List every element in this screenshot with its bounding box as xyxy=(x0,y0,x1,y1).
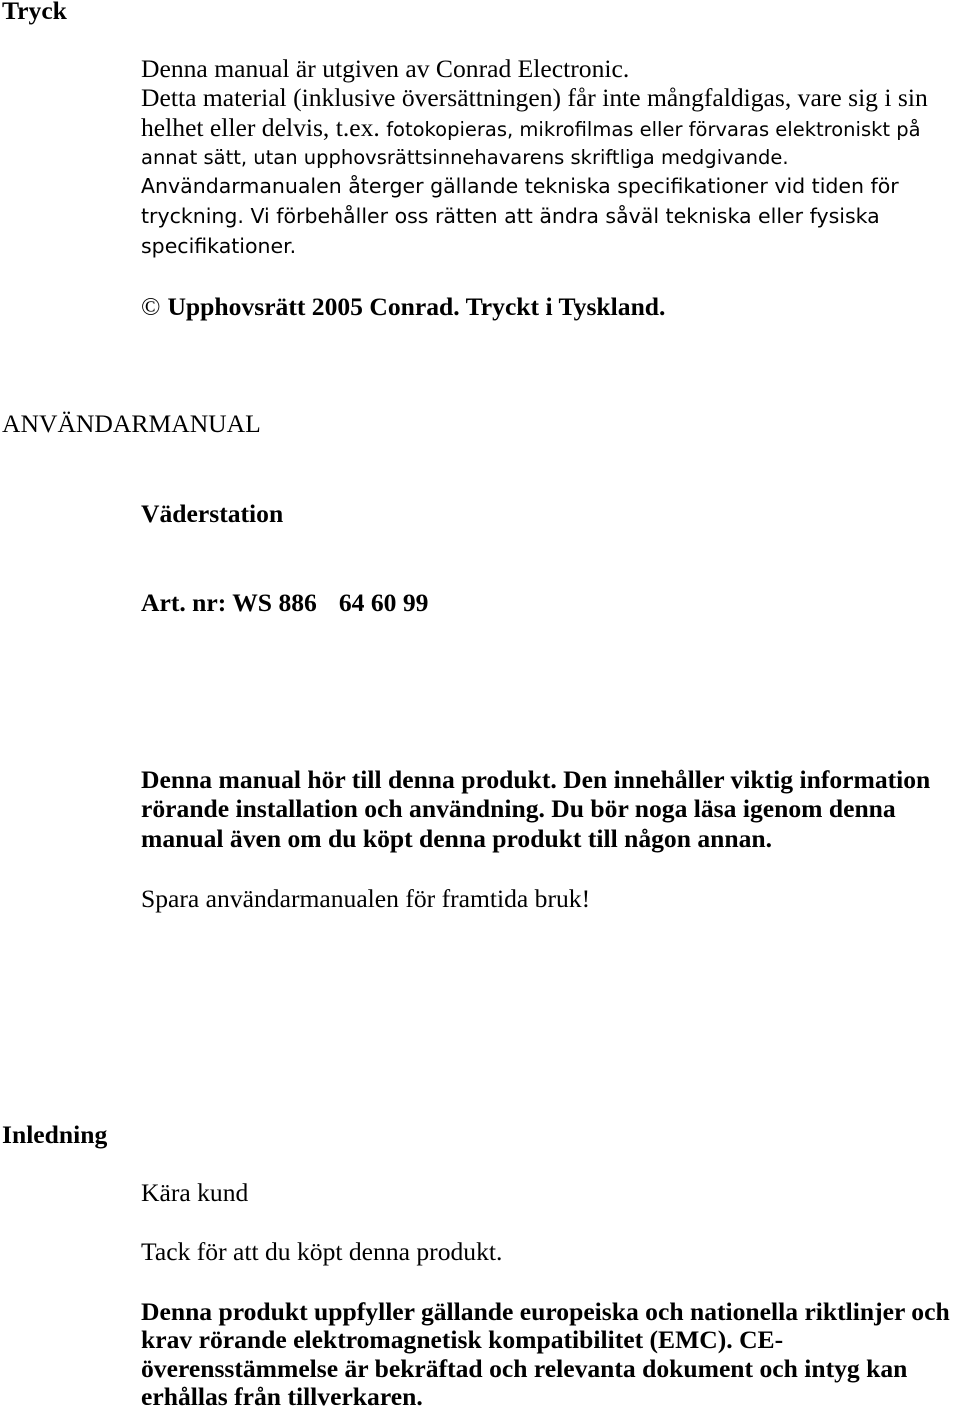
copyright-notice xyxy=(141,292,665,322)
copyright-text: Upphovsrätt 2005 Conrad. Tryckt i Tyskland. xyxy=(167,291,666,321)
compliance-line: krav rörande elektromagnetisk kompatibilitet (EMC). CE- xyxy=(141,1325,784,1355)
imprint-line: specifikationer. xyxy=(141,233,297,258)
imprint-paragraph xyxy=(141,54,928,262)
imprint-line-part: fotokopieras, mikrofilmas eller förvaras elektroniskt på xyxy=(386,117,921,141)
copyright-icon: © xyxy=(141,291,161,321)
imprint-line: Detta material (inklusive översättningen) får inte mångfaldigas, vare sig i sin xyxy=(141,83,928,113)
article-number-line xyxy=(141,588,428,618)
compliance-line: Denna produkt uppfyller gällande europeiska och nationella riktlinjer och xyxy=(141,1297,950,1326)
keep-manual-reminder: Spara användarmanualen för framtida bruk! xyxy=(141,883,591,913)
compliance-line: erhållas från tillverkaren. xyxy=(141,1382,423,1412)
compliance-line: överensstämmelse är bekräftad och relevanta dokument och intyg kan xyxy=(141,1353,908,1383)
section-heading-introduction: Inledning xyxy=(2,1119,108,1149)
article-number: 64 60 99 xyxy=(338,588,429,617)
article-label: Art. nr: WS 886 xyxy=(141,588,317,617)
compliance-paragraph xyxy=(141,1298,950,1412)
thanks-line: Tack för att du köpt denna produkt. xyxy=(141,1237,503,1266)
document-type-title: ANVÄNDARMANUAL xyxy=(2,409,261,438)
imprint-line: annat sätt, utan upphovsrättsinnehavarens skriftliga medgivande. xyxy=(141,145,789,169)
salutation: Kära kund xyxy=(141,1178,249,1207)
imprint-line-part: helhet eller delvis, t.ex. xyxy=(141,112,380,142)
notice-line: rörande installation och användning. Du bör noga läsa igenom denna xyxy=(141,794,896,824)
manual-notice-paragraph xyxy=(141,765,930,854)
imprint-line: tryckning. Vi förbehåller oss rätten att ändra såväl tekniska eller fysiska xyxy=(141,203,880,228)
imprint-line: Användarmanualen återger gällande tekniska specifikationer vid tiden för xyxy=(141,174,899,199)
notice-line: manual även om du köpt denna produkt till någon annan. xyxy=(141,823,773,853)
notice-line: Denna manual hör till denna produkt. Den innehåller viktig information xyxy=(141,764,931,794)
imprint-line xyxy=(141,113,928,143)
imprint-line: Denna manual är utgiven av Conrad Electronic. xyxy=(141,53,630,83)
product-name: Väderstation xyxy=(141,499,284,528)
section-heading-imprint: Tryck xyxy=(2,0,67,25)
